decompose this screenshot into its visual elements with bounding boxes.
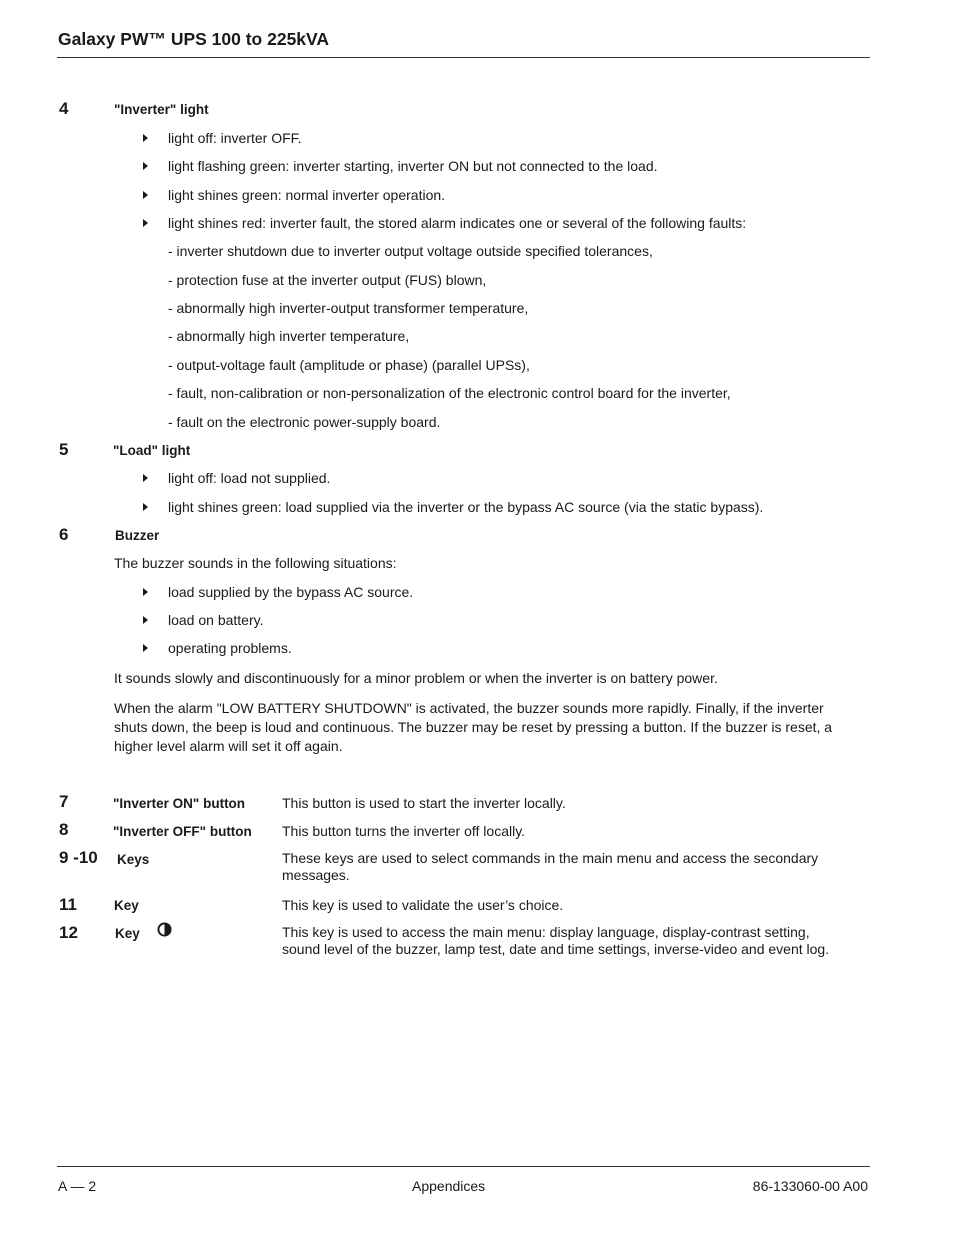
bullet-icon (143, 162, 148, 170)
fault-item: - fault, non-calibration or non-personalization of the electronic control board for the inverter, (168, 385, 731, 401)
item-label: Key (115, 926, 140, 941)
section-intro: The buzzer sounds in the following situations: (114, 555, 397, 571)
bullet-icon (143, 474, 148, 482)
bullet-icon (143, 644, 148, 652)
page-title: Galaxy PW™ UPS 100 to 225kVA (58, 29, 330, 49)
item-number: 9 -10 (59, 848, 98, 867)
fault-item: - inverter shutdown due to inverter output voltage outside specified tolerances, (168, 243, 653, 259)
list-item: load on battery. (168, 612, 264, 628)
bullet-icon (143, 191, 148, 199)
bullet-icon (143, 134, 148, 142)
section-number: 6 (59, 525, 69, 544)
list-item: light flashing green: inverter starting, inverter ON but not connected to the load. (168, 158, 658, 174)
item-number: 7 (59, 792, 69, 811)
bullet-icon (143, 616, 148, 624)
item-description: This button turns the inverter off locally. (282, 823, 526, 839)
item-label: Key (114, 898, 139, 913)
footer-divider (57, 1166, 870, 1167)
bullet-icon (143, 588, 148, 596)
fault-item: - abnormally high inverter-output transformer temperature, (168, 300, 529, 316)
list-item: light off: inverter OFF. (168, 130, 302, 146)
footer-section: Appendices (412, 1178, 486, 1194)
list-item: load supplied by the bypass AC source. (168, 584, 414, 600)
paragraph: It sounds slowly and discontinuously for a minor problem or when the inverter is on battery power. (114, 670, 718, 686)
list-item: light shines red: inverter fault, the stored alarm indicates one or several of the following faults: (168, 215, 747, 231)
item-label: Keys (117, 852, 150, 867)
fault-item: - abnormally high inverter temperature, (168, 328, 410, 344)
list-item: light shines green: load supplied via the inverter or the bypass AC source (via the static bypass). (168, 499, 764, 515)
item-number: 11 (59, 895, 77, 914)
item-description: This key is used to access the main menu: display language, display-contrast setting, sound level of the buzzer, lamp test, date and time settings, inverse-video and event log. (282, 924, 830, 957)
paragraph: When the alarm "LOW BATTERY SHUTDOWN" is activated, the buzzer sounds more rapidly. Finally, if the inverter shuts down, the beep is loud and continuous. The buzzer may be reset by pressing a button. If the buzzer is reset, a higher level alarm will set it off again. (114, 700, 833, 754)
item-label: "Inverter OFF" button (113, 824, 252, 839)
list-item: operating problems. (168, 640, 292, 656)
contrast-icon (157, 922, 172, 937)
section-number: 5 (59, 440, 69, 459)
fault-item: - output-voltage fault (amplitude or phase) (parallel UPSs), (168, 357, 530, 373)
fault-item: - fault on the electronic power-supply board. (168, 414, 441, 430)
section-label: "Inverter" light (114, 102, 209, 117)
item-number: 12 (59, 923, 78, 942)
section-number: 4 (59, 99, 69, 118)
item-description: This button is used to start the inverter locally. (282, 795, 566, 811)
list-item: light shines green: normal inverter operation. (168, 187, 446, 203)
item-description: These keys are used to select commands in the main menu and access the secondary messages. (282, 850, 819, 883)
bullet-icon (143, 503, 148, 511)
document-number: 86-133060-00 A00 (752, 1178, 868, 1194)
item-label: "Inverter ON" button (113, 796, 246, 811)
section-label: Buzzer (115, 528, 160, 543)
page-number: A — 2 (58, 1178, 97, 1194)
item-description: This key is used to validate the user’s choice. (282, 897, 564, 913)
bullet-icon (143, 219, 148, 227)
item-number: 8 (59, 820, 69, 839)
header-divider (57, 57, 870, 58)
section-label: "Load" light (113, 443, 191, 458)
list-item: light off: load not supplied. (168, 470, 331, 486)
fault-item: - protection fuse at the inverter output (FUS) blown, (168, 272, 487, 288)
